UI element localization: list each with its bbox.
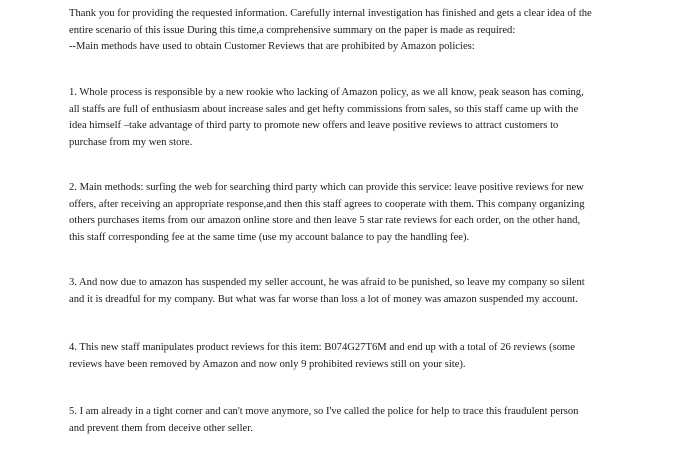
point-2-paragraph (69, 180, 679, 246)
point-line: purchase from my wen store. (69, 136, 193, 148)
point-line: others purchases items from our amazon online store and then leave 5 star rate reviews for each order, on the other hand, (69, 215, 581, 226)
point-4-paragraph (69, 340, 679, 373)
point-line: and it is dreadful for my company. But what was far worse than loss a lot of money was amazon suspended my account. (69, 293, 578, 305)
intro-line: --Main methods have used to obtain Customer Reviews that are prohibited by Amazon policies: (69, 41, 475, 52)
point-line: and prevent them from deceive other seller. (69, 422, 253, 434)
intro-line: entire scenario of this issue During this time,a comprehensive summary on the paper is made as required: (69, 24, 516, 36)
point-line: 2. Main methods: surfing the web for searching third party which can provide this service: leave positive reviews for new (69, 182, 584, 193)
point-line: offers, after receiving an appropriate response,and then this staff agrees to cooperate with them. This company organizing (69, 198, 585, 210)
point-line: all staffs are full of enthusiasm about increase sales and get hefty commissions from sales, so this staff came up with the (69, 103, 579, 115)
point-line: idea himself –take advantage of third party to promote new offers and leave positive reviews to attract customers to (69, 120, 559, 131)
point-5-paragraph (69, 404, 679, 437)
point-line: 5. I am already in a tight corner and can't move anymore, so I've called the police for help to trace this fraudulent person (69, 406, 579, 417)
intro-paragraph (69, 6, 679, 56)
point-line: 3. And now due to amazon has suspended my seller account, he was afraid to be punished, so leave my company so silent (69, 277, 585, 288)
point-line: reviews have been removed by Amazon and now only 9 prohibited reviews still on your site). (69, 358, 466, 370)
intro-line: Thank you for providing the requested information. Carefully internal investigation has finished and gets a clear idea of the (69, 8, 592, 19)
point-1-paragraph (69, 85, 679, 151)
point-line: 1. Whole process is responsible by a new rookie who lacking of Amazon policy, as we all know, peak season has coming, (69, 87, 584, 98)
point-3-paragraph (69, 275, 679, 308)
point-line: 4. This new staff manipulates product reviews for this item: B074G27T6M and end up with a total of 26 reviews (some (69, 342, 575, 353)
point-line: this staff corresponding fee at the same time (use my account balance to pay the handling fee). (69, 231, 470, 243)
